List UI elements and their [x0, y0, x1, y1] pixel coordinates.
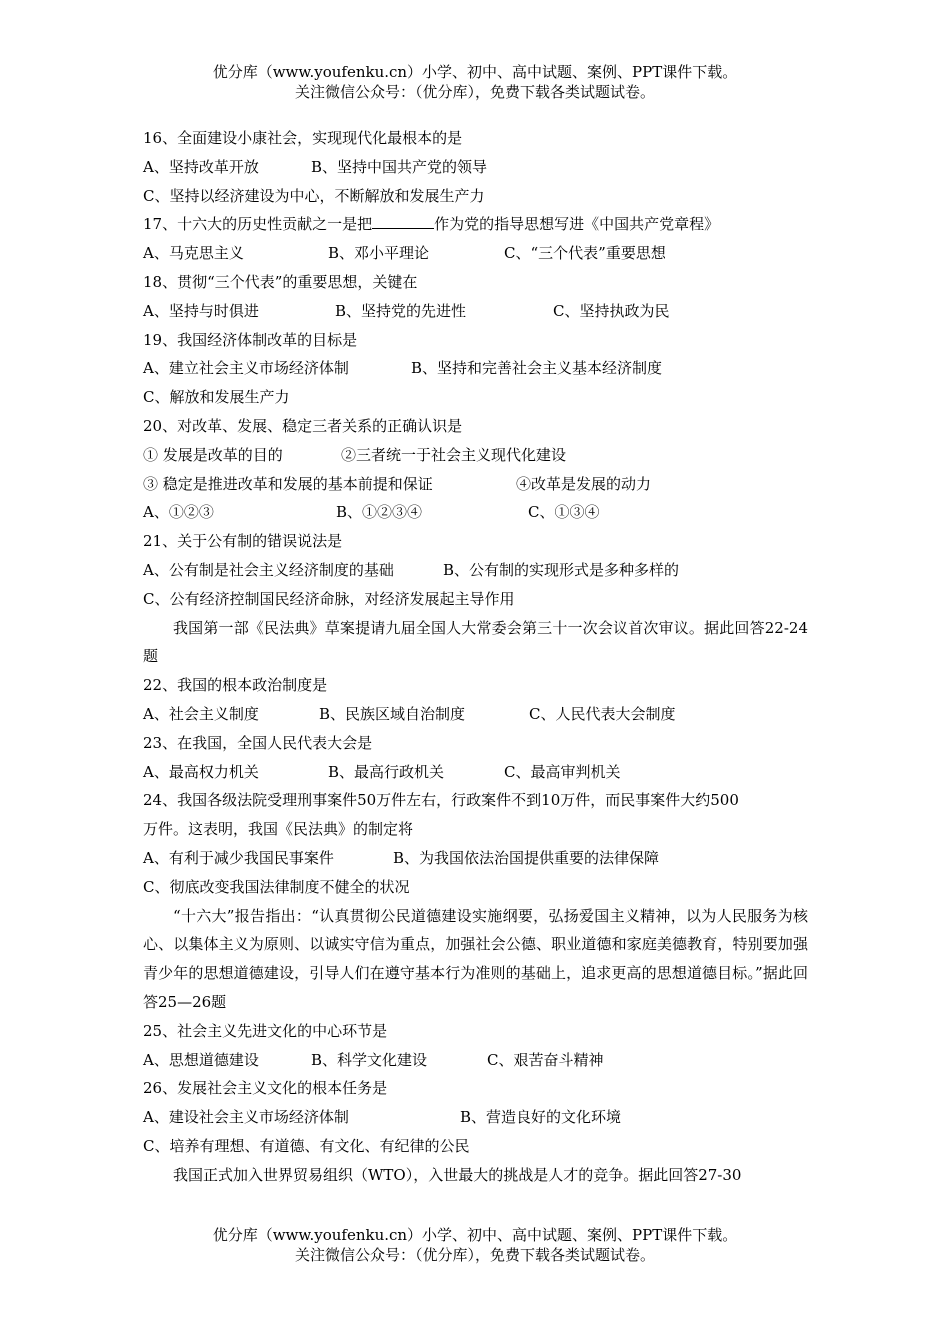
footer-line-2: 关注微信公众号：（优分库），免费下载各类试题试卷。: [294, 1246, 655, 1264]
option-c: C、坚持以经济建设为中心，不断解放和发展生产力: [143, 186, 485, 205]
option-b: B、坚持党的先进性: [335, 301, 467, 320]
exam-content: [143, 124, 808, 1189]
option-a: A、坚持与时俱进: [143, 301, 259, 320]
option-c: C、彻底改变我国法律制度不健全的状况: [143, 877, 410, 896]
question-18-options: [143, 297, 808, 326]
option-b: B、坚持中国共产党的领导: [311, 157, 488, 176]
passage-22-24: 我国第一部《民法典》草案提请九届全国人大常委会第三十一次会议首次审议。据此回答22-24题: [143, 618, 808, 666]
question-20-statements-row-2: [143, 470, 808, 499]
option-b: B、营造良好的文化环境: [460, 1108, 622, 1127]
question-23-options: [143, 758, 808, 787]
option-b: B、民族区域自治制度: [319, 704, 466, 723]
option-a: A、建设社会主义市场经济体制: [143, 1108, 349, 1127]
footer-line-1: 优分库（www.youfenku.cn）小学、初中、高中试题、案例、PPT课件下载。: [212, 1226, 738, 1244]
option-a: A、坚持改革开放: [143, 157, 259, 176]
option-b: B、公有制的实现形式是多种多样的: [443, 560, 680, 579]
option-b: B、科学文化建设: [311, 1050, 428, 1069]
question-23-stem: 23、在我国，全国人民代表大会是: [143, 733, 373, 752]
option-c: C、①③④: [528, 503, 600, 522]
question-21-options: [143, 556, 808, 585]
question-20-statements-row-1: [143, 441, 808, 470]
question-22-stem: 22、我国的根本政治制度是: [143, 676, 328, 695]
option-c: C、最高审判机关: [504, 762, 621, 781]
question-20-stem: 20、对改革、发展、稳定三者关系的正确认识是: [143, 416, 463, 435]
option-a: A、①②③: [143, 503, 214, 522]
option-a: A、最高权力机关: [143, 762, 259, 781]
option-c: C、坚持执政为民: [553, 301, 670, 320]
question-26-stem: 26、发展社会主义文化的根本任务是: [143, 1079, 388, 1098]
statement-2: ②三者统一于社会主义现代化建设: [341, 445, 567, 464]
question-24-options: [143, 844, 808, 873]
question-16-options: [143, 153, 808, 182]
option-a: A、社会主义制度: [143, 704, 259, 723]
question-19-stem: 19、我国经济体制改革的目标是: [143, 330, 358, 349]
question-24-stem-line-2: 万件。这表明，我国《民法典》的制定将: [143, 820, 414, 839]
answer-blank: [372, 213, 434, 229]
question-20-options: [143, 498, 808, 527]
option-c: C、艰苦奋斗精神: [487, 1050, 604, 1069]
question-26-options: [143, 1103, 808, 1132]
header-line-2: 关注微信公众号：（优分库），免费下载各类试题试卷。: [294, 83, 655, 101]
option-c: C、培养有理想、有道德、有文化、有纪律的公民: [143, 1136, 470, 1155]
option-c: C、“三个代表”重要思想: [504, 244, 666, 263]
question-16-stem: 16、全面建设小康社会，实现现代化最根本的是: [143, 129, 463, 147]
question-19-options: [143, 354, 808, 383]
option-b: B、最高行政机关: [328, 762, 445, 781]
option-b: B、邓小平理论: [328, 244, 430, 263]
header-line-1: 优分库（www.youfenku.cn）小学、初中、高中试题、案例、PPT课件下载。: [212, 63, 738, 81]
page-header: [0, 62, 950, 102]
option-a: A、公有制是社会主义经济制度的基础: [143, 560, 394, 579]
passage-25-26: “十六大”报告指出：“认真贯彻公民道德建设实施纲要，弘扬爱国主义精神，以为人民服务为核心、以集体主义为原则、以诚实守信为重点，加强社会公德、职业道德和家庭美德教育，特别要加强青少年的思想道德建设，引导人们在遵守基本行为准则的基础上，追求更高的思想道德目标。”据此回答25—26题: [143, 906, 808, 1011]
statement-1: ① 发展是改革的目的: [143, 445, 283, 464]
question-21-stem: 21、关于公有制的错误说法是: [143, 532, 343, 551]
question-17-options: [143, 239, 808, 268]
option-b: B、坚持和完善社会主义基本经济制度: [411, 359, 663, 378]
option-c: C、公有经济控制国民经济命脉，对经济发展起主导作用: [143, 589, 515, 608]
question-24-stem-line-1: 24、我国各级法院受理刑事案件50万件左右，行政案件不到10万件，而民事案件大约500: [143, 791, 739, 810]
option-a: A、思想道德建设: [143, 1050, 259, 1069]
option-c: C、人民代表大会制度: [529, 704, 676, 723]
question-25-stem: 25、社会主义先进文化的中心环节是: [143, 1021, 388, 1040]
question-22-options: [143, 700, 808, 729]
statement-3: ③ 稳定是推进改革和发展的基本前提和保证: [143, 474, 433, 493]
question-17-stem: 17、十六大的历史性贡献之一是把 作为党的指导思想写进《中国共产党章程》: [143, 215, 720, 234]
option-b: B、①②③④: [336, 503, 423, 522]
statement-4: ④改革是发展的动力: [516, 474, 652, 493]
passage-27-30: 我国正式加入世界贸易组织（WTO），入世最大的挑战是人才的竞争。据此回答27-30: [173, 1165, 742, 1184]
option-a: A、有利于减少我国民事案件: [143, 848, 334, 867]
option-b: B、为我国依法治国提供重要的法律保障: [393, 848, 660, 867]
page-footer: [0, 1225, 950, 1265]
option-a: A、马克思主义: [143, 244, 244, 263]
option-a: A、建立社会主义市场经济体制: [143, 359, 349, 378]
question-25-options: [143, 1046, 808, 1075]
question-18-stem: 18、贯彻“三个代表”的重要思想，关键在: [143, 272, 418, 291]
option-c: C、解放和发展生产力: [143, 388, 290, 407]
